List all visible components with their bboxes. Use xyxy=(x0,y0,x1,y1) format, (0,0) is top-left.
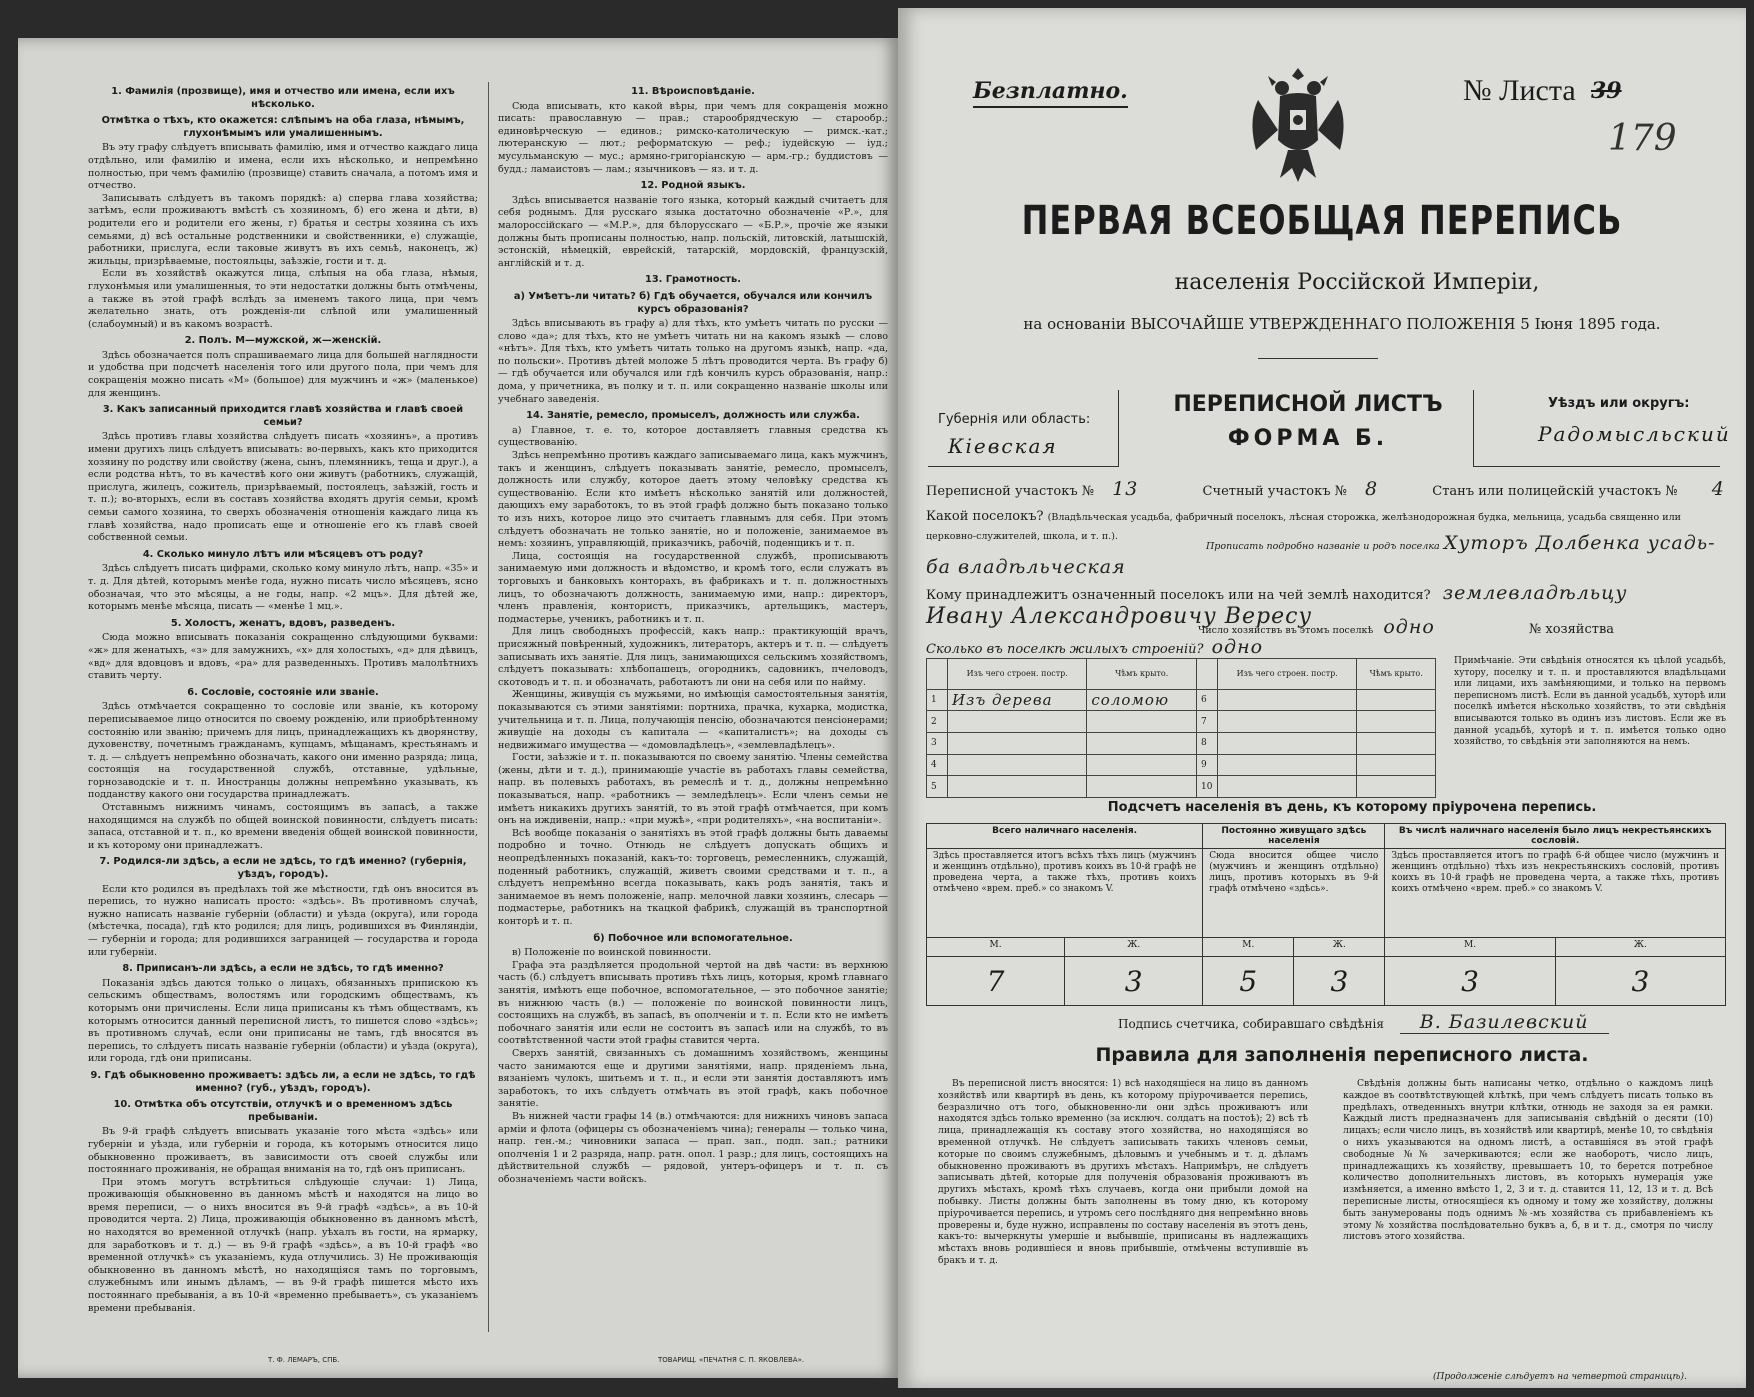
paragraph: Здѣсь вписывается названіе того языка, который каждый считаетъ для себя роднымъ. Для русскаго языка достаточно обозначеніе «Р.», для малороссійскаго — «М.Р.», для бѣлорусскаго — «Б.Р.», прочіе же языки должны быть прописаны полностью, напр. польскій, литовскій, латышскій, эстонскій, нѣмецкій, еврейскій, татарскій, мордовскій, французскій, англійскій и т. д. xyxy=(498,194,888,269)
rules-continued-note: (Продолженіе слѣдуетъ на четвертой страницѣ). xyxy=(1433,1372,1687,1382)
settlement-hint: (Владѣльческая усадьба, фабричный поселокъ, лѣсная сторожка, желѣзнодорожная будка, мельница, усадьба священно или церковно-служителей, школа, и т. п.). xyxy=(926,512,1681,542)
population-descr-resident: Сюда вносится общее число (мужчинъ и женщинъ отдѣльно) лицъ, противъ которыхъ въ 9-й графѣ отмѣчено «здѣсь». xyxy=(1203,849,1385,938)
population-descr-total: Здѣсь проставляется итогъ всѣхъ тѣхъ лицъ (мужчинъ и женщинъ отдѣльно), противъ коихъ въ 10-й графѣ не проведена черта, а также тѣхъ, противъ коихъ отмѣчено «врем. преб.» со знакомъ V. xyxy=(927,849,1203,938)
female-label: Ж. xyxy=(1555,938,1725,957)
settlement-label: Какой поселокъ? xyxy=(926,509,1044,524)
building-roof-header-2: Чѣмъ крыто. xyxy=(1357,659,1436,690)
paragraph: Гости, заѣзжіе и т. п. показываются по своему занятію. Члены семейства (жены, дѣти и т. д.), принимающіе участіе въ работахъ главы семейства, напр. въ полевыхъ работахъ, въ ремеслѣ и т. д., должны непремѣнно показываться, напр. «работникъ — земледѣлецъ». Если членъ семьи не имѣетъ никакихъ другихъ занятій, то въ этой графѣ отмѣчается, при комъ онъ на иждивеніи, напр.: «при мужѣ», «при родителяхъ», «на воспитаніи». xyxy=(498,752,888,827)
female-label: Ж. xyxy=(1294,938,1385,957)
section-heading: а) Умѣетъ-ли читать? б) Гдѣ обучается, обучался или кончилъ курсъ образованія? xyxy=(513,290,873,315)
form-title xyxy=(1138,388,1478,456)
building-row-number: 7 xyxy=(1197,711,1218,733)
left-page xyxy=(18,38,898,1378)
paragraph: Здѣсь отмѣчается сокращенно то сословіе или званіе, къ которому переписываемое лицо относится по своему рожденію, или приобрѣтенному состоянію или званію; причемъ для лицъ, принадлежащихъ къ дворянству, духовенству, почетнымъ гражданамъ, купцамъ, мѣщанамъ, крестьянамъ и т. д. — слѣдуетъ непремѣнно обозначать, какого они именно разряда; лица, состоящія на государственной службѣ, отставные, удѣльные, горнозаводскіе и т. п. Иностранцы должны непремѣнно указывать, къ подданству какого они государства принадлежатъ. xyxy=(88,701,478,801)
owner-value-line-1: землевладѣльцу xyxy=(1442,582,1628,604)
building-roof-header: Чѣмъ крыто. xyxy=(1087,659,1197,690)
paragraph: Здѣсь непремѣнно противъ каждаго записываемаго лица, какъ мужчинъ, такъ и женщинъ, слѣдуетъ показывать занятіе, ремесло, промыселъ, должность или службу, которое даетъ этому человѣку средства къ существованію. Если кто имѣетъ нѣсколько занятій или должностей, дающихъ ему заработокъ, то въ этой графѣ должно быть показано только то изъ нихъ, которое лицо это считаетъ главнымъ для себя. При этомъ слѣдуетъ обозначать не только занятіе, но и положеніе, занимаемое въ немъ: хозяинъ, управляющій, приказчикъ, рабочій, поденщикъ и т. п. xyxy=(498,450,888,550)
paragraph: Здѣсь обозначается полъ спрашиваемаго лица для большей наглядности и удобства при подсчетѣ населенія того или другого пола, при чемъ для сокращенія можно писать «М» (большое) для мужчинъ и «ж» (маленькое) для женщинъ. xyxy=(88,349,478,399)
households-row xyxy=(1198,616,1614,638)
rules-column-1 xyxy=(938,1078,1308,1368)
resident-female-value: 3 xyxy=(1294,957,1385,1006)
guberniya-value: Кiевская xyxy=(948,434,1058,458)
section-heading: 11. Вѣроисповѣданіе. xyxy=(631,86,755,97)
paragraph: Сюда можно вписывать показанія сокращенно слѣдующими буквами: «ж» для женатыхъ, «з» для замужнихъ, «х» для холостыхъ, «д» для дѣвицъ, «вд» для вдовцовъ и вдовъ, «ра» для разведенныхъ. Противъ малолѣтнихъ ставить черту. xyxy=(88,632,478,682)
uezd-label: Уѣздъ или округъ: xyxy=(1548,396,1690,411)
building-row-number: 1 xyxy=(927,689,948,711)
rules-text-2: Свѣдѣнія должны быть написаны четко, отдѣльно о каждомъ лицѣ каждое въ соотвѣтствующей клѣткѣ, при чемъ слѣдуетъ писать только въ предѣлахъ, отведенныхъ внутри клѣтки, отнюдь не заходя за ея рамки. Каждый листъ предназначенъ для записыванія свѣдѣній о десяти (10) лицахъ; если число лицъ, въ хозяйствѣ или квартирѣ, менѣе 10, то свѣдѣнія о нихъ указываются на одномъ листѣ, а оставшіяся въ этой графѣ свободные №№ зачеркиваются; если же наоборотъ, число лицъ, принадлежащихъ къ хозяйству, превышаетъ 10, то берется потребное количество дополнительныхъ листовъ, въ которыхъ нумерація уже измѣняется, а именно вмѣсто 1, 2, 3 и т. д. ставится 11, 12, 13 и т. д. Всѣ переписные листы, относящіеся къ одному и тому же хозяйству, должны быть занумерованы подъ однимъ №-мъ хозяйства съ прибавленіемъ къ этому № хозяйства послѣдовательно буквъ а, б, в и т. д., смотря по числу листовъ этого хозяйства. xyxy=(1343,1078,1713,1243)
female-label: Ж. xyxy=(1065,938,1203,957)
owner-row xyxy=(926,582,1627,604)
section-heading: 2. Полъ. М—мужской, ж—женскій. xyxy=(184,335,382,347)
census-legal-basis: на основаніи ВЫСОЧАЙШЕ УТВЕРЖДЕННАГО ПОЛОЖЕНІЯ 5 Іюня 1895 года. xyxy=(1023,315,1661,333)
paragraph: Здѣсь слѣдуетъ писать цифрами, сколько кому минуло лѣтъ, напр. «35» и т. д. Для дѣтей, которымъ менѣе года, нужно писать число мѣсяцевъ, ясно обозначая, что это мѣсяцы, а не годы, напр. «2 мцъ». Для дѣтей же, которымъ менѣе мѣсяца, писать — «менѣе 1 мц.». xyxy=(88,563,478,613)
owner-value-line-2: Ивану Александровичу Вересу xyxy=(926,604,1313,629)
households-label: Число хозяйствъ въ этомъ поселкѣ xyxy=(1198,625,1374,636)
counting-district-label: Счетный участокъ № xyxy=(1202,484,1347,499)
paragraph: Сюда вписывать, кто какой вѣры, при чемъ для сокращенія можно писать: православную — прав.; старообрядческую — старообр.; единовѣрческую — единов.; римско-католическую — римск.-кат.; лютеранскую — лют.; реформатскую — реф.; іудейскую — іуд.; мусульманскую — мус.; армяно-григоріанскую — арм.-гр.; буддистовъ — будд.; ламаистовъ — лам.; язычниковъ — яз. и т. д. xyxy=(498,100,888,175)
double-headed-eagle-emblem xyxy=(1238,60,1358,190)
paragraph: Женщины, живущія съ мужьями, но имѣющія самостоятельныя занятія, показываются съ этими занятіями: портниха, прачка, кухарка, модистка, учительница и т. п. Лица, получающія пенсію, обозначаются пенсіонерами; живущіе на доходы съ капитала — «капиталистъ»; на доходы съ недвижимаго имущества — «домовладѣлецъ», «землевладѣлецъ». xyxy=(498,689,888,751)
sheet-number-label: № Листа xyxy=(1463,74,1576,107)
population-header-resident: Постоянно живущаго здѣсь населенія xyxy=(1203,824,1385,849)
paragraph: Сверхъ занятій, связанныхъ съ домашнимъ хозяйствомъ, женщины часто занимаются еще и другими занятіями, напр. пряденіемъ льна, вязаніемъ чулокъ, шитьемъ и т. п., и если эти занятія доставляютъ имъ заработокъ, то ихъ слѣдуетъ отмѣчать въ этой графѣ, какъ побочное занятіе. xyxy=(498,1047,888,1110)
building-row-number: 8 xyxy=(1197,733,1218,755)
paragraph: Записывать слѣдуетъ въ такомъ порядкѣ: а) сперва глава хозяйства; затѣмъ, если проживаютъ вмѣстѣ съ хозяиномъ, б) его жена и дѣти, в) родители его и родители его жены, г) братья и сестры хозяина съ ихъ семьями, д) всѣ остальные родственники и свойственники, е) служащіе, работники, прислуга, если таковые живутъ въ ихъ семьѣ, наконецъ, ж) жильцы, призрѣваемые, постояльцы, заѣзжіе, гости и т. д. xyxy=(88,192,478,267)
signature-row xyxy=(1118,1011,1609,1033)
district-row xyxy=(926,478,1725,500)
printer-imprint-right: ТОВАРИЩ. «ПЕЧАТНЯ С. П. ЯКОВЛЕВА». xyxy=(658,1356,805,1364)
building-row-number: 4 xyxy=(927,754,948,776)
buildings-value: одно xyxy=(1211,636,1264,658)
paragraph: Здѣсь вписывають въ графу а) для тѣхъ, кто умѣетъ читать по русски — слово «да»; для тѣхъ, кто не умѣетъ читать ни на какомъ языкѣ — слово «нѣтъ». Для тѣхъ, кто умѣетъ читать только на другомъ языкѣ, напр. «да, по польски». Противъ дѣтей моложе 5 лѣтъ проводится черта. Въ графу б) — гдѣ обучается или обучался или гдѣ кончилъ курсъ образованія, напр.: дома, у причетника, въ полку и т. п. или сокращенно названіе школы или учебнаго заведенія. xyxy=(498,318,888,405)
sheet-number-value: 39 xyxy=(1591,78,1622,104)
form-title-line-1: ПЕРЕПИСНОЙ ЛИСТЪ xyxy=(1173,392,1443,417)
section-heading: 6. Сословіе, состояніе или званіе. xyxy=(187,686,379,698)
title-divider xyxy=(1258,358,1378,359)
paragraph: Лица, состоящія на государственной службѣ, прописываютъ занимаемую ими должность и вѣдомство, и кромѣ того, если служатъ въ торговыхъ и банковыхъ конторахъ, въ фабрикахъ и т. п. должностныхъ лицъ, то обозначаютъ должность, занимаемую ими, напр.: директоръ, членъ правленія, контористъ, приказчикъ, артельщикъ, мастеръ, подмастерье, ученикъ, работникъ и т. п. xyxy=(498,550,888,625)
counting-district-value: 8 xyxy=(1365,478,1379,500)
building-material-header: Изъ чего строен. постр. xyxy=(948,659,1087,690)
section-heading: 8. Приписанъ-ли здѣсь, а если не здѣсь, то гдѣ именно? xyxy=(122,963,444,975)
section-heading: 9. Гдѣ обыкновенно проживаетъ: здѣсь ли, а если не здѣсь, то гдѣ именно? (губ., уѣздъ, городъ). xyxy=(90,1069,476,1094)
section-heading: 1. Фамилія (прозвище), имя и отчество или имена, если ихъ нѣсколько. xyxy=(111,86,455,110)
paragraph: Здѣсь противъ главы хозяйства слѣдуетъ писать «хозяинъ», а противъ имени другихъ лицъ слѣдуетъ вписывать: во-первыхъ, какъ кто приходится хозяину по родству или свойству (жена, сынъ, племянникъ, теща и друг.), а если родства нѣтъ, то въ качествѣ кого они живутъ (работникъ, служащій, прислуга, жилецъ, сожитель, призрѣваемый, постоялецъ, заѣзжій, гость и т. п.); во-вторыхъ, если въ составъ хозяйства входятъ другія семьи, кромѣ семьи самого хозяина, то сверхъ обозначенія отношенія каждаго лица къ главѣ хозяйства, надо прописать еще и отношеніе его къ главѣ своей собственной семьи. xyxy=(88,431,478,544)
rules-column-2 xyxy=(1343,1078,1713,1368)
male-label: М. xyxy=(1203,938,1294,957)
settlement-value-row-2 xyxy=(926,556,1126,578)
population-header-total: Всего наличнаго населенія. xyxy=(927,824,1203,849)
section-heading: 12. Родной языкъ. xyxy=(640,180,746,192)
printer-imprint-left: Т. Ф. ЛЕМАРЪ, СПБ. xyxy=(268,1356,340,1364)
population-count-title: Подсчетъ населенія въ день, къ которому пріурочена перепись. xyxy=(1107,800,1597,815)
handwritten-page-number: 179 xyxy=(1608,118,1677,159)
free-of-charge-label: Безплатно. xyxy=(973,78,1128,108)
population-table xyxy=(926,823,1726,1006)
buildings-label: Сколько въ поселкѣ жилыхъ строеній? xyxy=(926,642,1204,657)
section-heading: 4. Сколько минуло лѣтъ или мѣсяцевъ отъ роду? xyxy=(142,548,424,560)
paragraph: Если въ хозяйствѣ окажутся лица, слѣпыя на оба глаза, нѣмыя, глухонѣмыя или умалишенныя, то эти недостатки должны быть отмѣчены, а также въ этой графѣ вслѣдъ за именемъ такого лица, при чемъ желательно знать, отъ рожденія-ли слѣпой или умалишенный (слабоумный) и въ какомъ возрастѣ. xyxy=(88,268,478,330)
census-district-label: Переписной участокъ № xyxy=(926,484,1095,499)
census-subtitle: населенія Россійской Имперіи, xyxy=(1174,270,1540,295)
settlement-value-line-2: ба владѣльческая xyxy=(926,556,1126,578)
stan-label: Станъ или полицейскій участокъ № xyxy=(1432,484,1678,499)
male-label: М. xyxy=(1385,938,1555,957)
building-row-number: 9 xyxy=(1197,754,1218,776)
section-heading: Отмѣтка о тѣхъ, кто окажется: слѣпымъ на оба глаза, нѣмымъ, глухонѣмымъ или умалишеннымъ. xyxy=(101,115,465,139)
households-value: одно xyxy=(1383,616,1435,638)
paragraph: Для лицъ свободныхъ профессій, какъ напр.: практикующій врачъ, присяжный повѣренный, художникъ, литераторъ, актеръ и т. п. — слѣдуетъ записывать ихъ занятіе. Для лицъ, занимающихся сельскимъ хозяйствомъ, слѣдуетъ показывать: хлѣбопашецъ, огородникъ, садовникъ, пчеловодъ, скотоводъ и т. п. и обозначать, работаютъ ли они на себя или по найму. xyxy=(498,626,888,688)
paragraph: При этомъ могутъ встрѣтиться слѣдующіе случаи: 1) Лица, проживающія обыкновенно въ данномъ мѣстѣ и находятся на лицо во время переписи, — о нихъ вносится въ 9-й графѣ «здѣсь», а въ 10-й проводится черта. 2) Лица, проживающія обыкновенно въ данномъ мѣстѣ, но находятся во временной отлучкѣ (напр. уѣхалъ въ гости, на ярмарку, для заработковъ и т. д.) — въ 9-й графѣ «здѣсь», а въ 10-й графѣ «во временной отлучкѣ» съ указаніемъ, куда отлучились. 3) Не проживающія обыкновенно въ данномъ мѣстѣ, но находящіяся тамъ по торговымъ, служебнымъ или инымъ дѣламъ, — въ 9-й графѣ пишется мѣсто ихъ постояннаго пребыванія, а въ 10-й «временно пребываетъ», съ указаніемъ времени пребыванія. xyxy=(88,1176,478,1314)
building-row-number: 3 xyxy=(927,733,948,755)
section-heading: б) Побочное или вспомогательное. xyxy=(593,932,793,944)
total-female-value: 3 xyxy=(1065,957,1203,1006)
paragraph: в) Положеніе по воинской повинности. xyxy=(512,947,712,959)
section-heading: 10. Отмѣтка объ отсутствіи, отлучкѣ и о временномъ здѣсь пребываніи. xyxy=(113,1099,453,1123)
resident-male-value: 5 xyxy=(1203,957,1294,1006)
paragraph: Въ нижней части графы 14 (в.) отмѣчаются: для нижнихъ чиновъ запаса арміи и флота (офицеры съ обозначеніемъ чина); генералы — только чина, напр. ген.-м.; чиновники запаса — прап. зап., подп. зап.; ратники ополченія 1 и 2 разряда, напр. ратн. опол. 1 разр.; для лицъ, состоящихъ на дѣйствительной службѣ — рядовой, унтеръ-офицеръ и т. п. съ обозначеніемъ части войскъ. xyxy=(498,1110,888,1185)
non-peasant-female-value: 3 xyxy=(1555,957,1725,1006)
paragraph: а) Главное, т. е. то, которое доставляетъ главныя средства къ существованію. xyxy=(498,424,888,449)
non-peasant-male-value: 3 xyxy=(1385,957,1555,1006)
section-heading: 7. Родился-ли здѣсь, а если не здѣсь, то гдѣ именно? (губернія, уѣздъ, городъ). xyxy=(99,856,467,881)
census-title: ПЕРВАЯ ВСЕОБЩАЯ ПЕРЕПИСЬ xyxy=(1021,196,1623,244)
settlement-hint-2: Прописать подробно названіе и родъ поселка xyxy=(1206,541,1440,552)
building-row-number: 10 xyxy=(1197,776,1218,798)
household-number-label: № хозяйства xyxy=(1528,622,1615,637)
census-district-value: 13 xyxy=(1112,478,1139,500)
signature-label: Подпись счетчика, собиравшаго свѣдѣнія xyxy=(1118,1017,1384,1031)
male-label: М. xyxy=(927,938,1065,957)
buildings-note: Примѣчаніе. Эти свѣдѣнія относятся къ цѣлой усадьбѣ, хутору, поселку и т. п. и проставляются владѣльцами или лицами, ихъ замѣняющими, и только на первомъ переписномъ листѣ. Если въ данной усадьбѣ, хуторѣ или поселкѣ имѣется нѣсколько хозяйствъ, то эти свѣдѣнія вписываются только въ одинъ изъ листовъ. Если же въ данной усадьбѣ, хуторѣ и т. п. имѣется только одно хозяйство, то свѣдѣнія эти заполняются на немъ. xyxy=(1454,656,1726,748)
section-heading: 13. Грамотность. xyxy=(645,274,741,286)
stan-value: 4 xyxy=(1711,478,1725,500)
instructions-column-2 xyxy=(498,82,888,1342)
guberniya-label: Губернія или область: xyxy=(938,412,1091,427)
paragraph: Всѣ вообще показанія о занятіяхъ въ этой графѣ должны быть даваемы подробно и точно. Отнюдь не слѣдуетъ допускать общихъ и неопредѣленныхъ показаній, какъ-то: торговецъ, ремесленникъ, служащій, поденный работникъ, служащій, живетъ своими средствами и т. п., а слѣдуетъ непремѣнно всегда показывать, какъ родъ занятія, такъ и занимаемое въ немъ положеніе, напр. мелочной лавки хозяинъ, слесарь — подмастерье, работникъ на ткацкой фабрикѣ, служащій въ транспортной конторѣ и т. п. xyxy=(498,827,888,927)
paragraph: Если кто родился въ предѣлахъ той же мѣстности, гдѣ онъ вносится въ перепись, то нужно написать просто: «здѣсь». Въ противномъ случаѣ, нужно написать названіе губерніи (области) и уѣзда (округа), или города (мѣстечка, посада), гдѣ кто родился; для лицъ, родившихся въ Финляндіи, — губерніи и города; для родившихся заграницей — государства и города или губерніи. xyxy=(88,883,478,958)
settlement-detail-row xyxy=(926,532,1716,554)
settlement-value-line-1: Хуторъ Долбенка усадь- xyxy=(1443,532,1716,554)
paragraph: Въ эту графу слѣдуетъ вписывать фамилію, имя и отчество каждаго лица отдѣльно, или фамилію и имена, если ихъ нѣсколько, и непремѣнно полностью, при чемъ фамилію (прозвище) ставить сначала, а потомъ имя и отчество. xyxy=(88,142,478,192)
rules-title: Правила для заполненія переписного листа. xyxy=(1095,1044,1589,1066)
building-roof-value: соломою xyxy=(1087,689,1197,711)
paragraph: Графа эта раздѣляется продольной чертой на двѣ части: въ верхнюю часть (б.) слѣдуетъ вписывать противъ тѣхъ лицъ, которыя, кромѣ главнаго занятія, имѣютъ еще побочное, вспомогательное, — это побочное занятіе; въ нижнюю часть (в.) — положеніе по воинской повинности лицъ, состоящихъ на службѣ, въ запасѣ, въ ополченіи и т. п. Если кто не имѣетъ побочнаго занятія или если не состоитъ въ запасѣ или на службѣ, то въ соотвѣтственной части этой графы ставится черта. xyxy=(498,959,888,1047)
form-title-line-2: ФОРМА Б. xyxy=(1227,426,1389,451)
section-heading: 5. Холостъ, женатъ, вдовъ, разведенъ. xyxy=(170,617,396,629)
column-divider xyxy=(488,82,489,1332)
paragraph: Показанія здѣсь даются только о лицахъ, обязанныхъ припискою къ сельскимъ обществамъ, волостямъ или городскимъ обществамъ, къ которымъ они причислены. Если лица приписаны къ тѣмъ обществамъ, къ которымъ относится данный переписной листъ, то пишется слово «здѣсь»; въ противномъ случаѣ, если они приписаны не тамъ, гдѣ вносятся въ перепись, то слѣдуетъ писать названіе губерніи (области) и уѣзда (округа), или города, гдѣ они приписаны. xyxy=(88,977,478,1065)
building-row-number: 5 xyxy=(927,776,948,798)
right-page xyxy=(898,8,1746,1388)
owner-label: Кому принадлежитъ означенный поселокъ или на чей землѣ находится? xyxy=(926,588,1431,603)
instructions-column-1 xyxy=(88,82,478,1342)
rules-text-1: Въ переписной листъ вносятся: 1) всѣ находящіеся на лицо въ данномъ хозяйствѣ или квартирѣ въ день, къ которому пріурочивается перепись, безразлично отъ того, обыкновенно-ли они здѣсь проживаютъ или находятся здѣсь только временно (за исключ. солдатъ на постоѣ); 2) всѣ тѣ лица, принадлежащія къ составу этого хозяйства, но находящіяся во временной отлучкѣ. Не слѣдуетъ записывать такихъ членовъ семьи, которые по своимъ служебнымъ, дѣловымъ и учебнымъ и т. д. дѣламъ обыкновенно проживаютъ въ другихъ мѣстахъ. Напримѣръ, не слѣдуетъ записывать дѣтей, которые для полученія образованія проживаютъ въ другихъ мѣстахъ, кромѣ тѣхъ случаевъ, когда они прибыли домой на побывку. Листы должны быть заполнены въ тому дню, къ которому пріурочивается перепись, и утромъ сего послѣдняго дня непремѣнно вновь проверены и, буде нужно, исправлены по составу населенія въ этотъ день, какъ-то: вычеркнуты умершіе и выбывшіе, приписаны въ надлежащихъ мѣстахъ вновь родившіеся и вновь прибывшіе, отмѣчены вступившіе въ бракъ и т. д. xyxy=(938,1078,1308,1266)
total-male-value: 7 xyxy=(927,957,1065,1006)
buildings-row xyxy=(926,636,1263,658)
section-heading: 14. Занятіе, ремесло, промыселъ, должность или служба. xyxy=(526,410,860,422)
building-material-value: Изъ дерева xyxy=(948,689,1087,711)
paragraph: Отставнымъ нижнимъ чинамъ, состоящимъ въ запасѣ, а также находящимся на службѣ по общей воинской повинности, слѣдуетъ писать: запаса, отставной и т. п., ко времени введенія общей воинской повинности, и къ которому они принадлежатъ. xyxy=(88,802,478,851)
population-descr-non-peasant: Здѣсь проставляется итогъ по графѣ 6-й общее число (мужчинъ и женщинъ отдѣльно) тѣхъ изъ некрестьянскихъ сословій, противъ коихъ въ 10-й графѣ не проведена черта, а также тѣхъ, противъ коихъ отмѣчено «врем. преб.» со знакомъ V. xyxy=(1385,849,1726,938)
signature-value: В. Базилевский xyxy=(1400,1011,1609,1034)
uezd-value: Радомысльский xyxy=(1538,422,1731,446)
building-row-number: 6 xyxy=(1197,689,1218,711)
building-row-number: 2 xyxy=(927,711,948,733)
buildings-table xyxy=(926,658,1436,798)
building-material-header-2: Изъ чего строен. постр. xyxy=(1218,659,1357,690)
paragraph: Въ 9-й графѣ слѣдуетъ вписывать указаніе того мѣста «здѣсь» или губерніи и уѣзда, или губерніи и города, къ которымъ относится лицо обыкновенно проживаетъ, въ зависимости отъ своей службы или постояннаго проживанія, не обращая вниманія на то, гдѣ онъ приписанъ. xyxy=(88,1126,478,1176)
section-heading: 3. Какъ записанный приходится главѣ хозяйства и главѣ своей семьи? xyxy=(102,404,464,428)
population-header-non-peasant: Въ числѣ наличнаго населенія было лицъ некрестьянскихъ сословій. xyxy=(1385,824,1726,849)
